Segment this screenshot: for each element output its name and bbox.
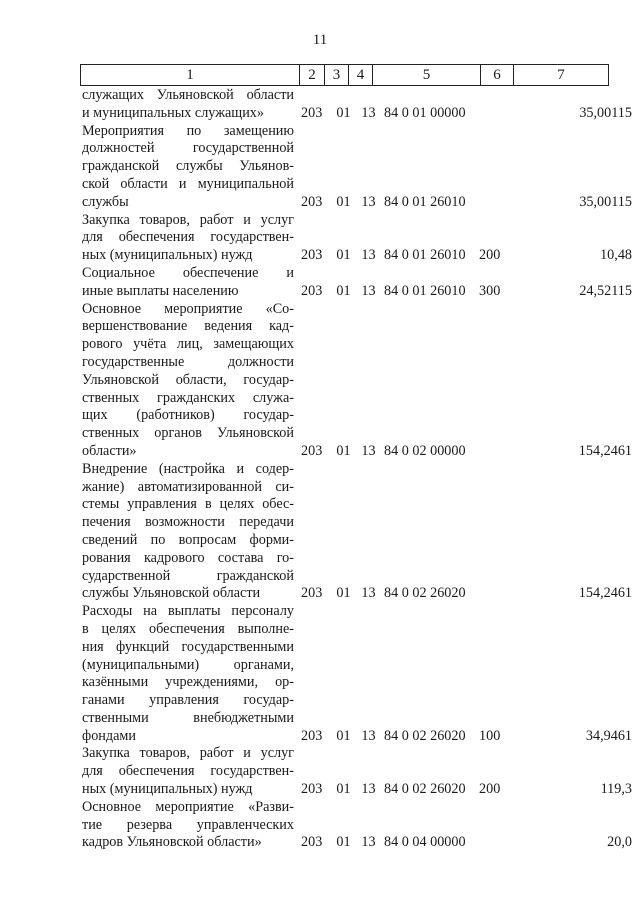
description-line: в целях обеспечения выполне- [82, 620, 294, 637]
row-description [82, 745, 294, 798]
cell-amount: 34,9461 [585, 727, 632, 744]
cell-target-code: 84 0 02 26020 [384, 781, 466, 798]
cell-amount: 20,0 [607, 834, 632, 851]
description-line: Основное мероприятие «Разви- [82, 798, 294, 815]
description-line: Расходы на выплаты персоналу [82, 603, 294, 620]
cell-target-code: 84 0 01 26010 [384, 282, 466, 299]
description-line: должностей государственной [82, 140, 294, 157]
row-description [82, 301, 294, 461]
row-description [82, 212, 294, 265]
cell-amount: 35,00115 [579, 104, 632, 121]
cell-ministry: 203 [301, 282, 323, 299]
description-line: ственными внебюджетными [82, 709, 294, 726]
row-description [82, 123, 294, 212]
description-line: сведений по вопросам форми- [82, 531, 294, 548]
cell-expense-type: 200 [479, 781, 501, 798]
cell-ministry: 203 [301, 442, 323, 459]
cell-subsection: 13 [361, 834, 376, 851]
description-line: рования кадрового состава го- [82, 549, 294, 566]
page-number: 11 [312, 32, 328, 48]
cell-ministry: 203 [301, 834, 323, 851]
description-line: службы Ульяновской области [82, 585, 261, 602]
cell-expense-type: 200 [479, 247, 501, 264]
description-line: Социальное обеспечение и [82, 264, 294, 281]
cell-section: 01 [336, 727, 351, 744]
cell-target-code: 84 0 01 26010 [384, 193, 466, 210]
row-description [82, 799, 294, 852]
cell-subsection: 13 [361, 727, 376, 744]
description-line: печения возможности передачи [82, 514, 294, 531]
header-col-3: 3 [324, 64, 349, 86]
header-col-6: 6 [480, 64, 514, 86]
cell-section: 01 [336, 104, 351, 121]
description-line: (муниципальными) органами, [82, 656, 294, 673]
cell-section: 01 [336, 442, 351, 459]
table-row [0, 265, 640, 301]
cell-amount: 119,3 [600, 781, 632, 798]
cell-subsection: 13 [361, 442, 376, 459]
description-line: рового учёта лиц, замещающих [82, 336, 294, 353]
description-line: ственных органов Ульяновской [82, 425, 294, 442]
table-row [0, 212, 640, 265]
cell-target-code: 84 0 01 00000 [384, 104, 466, 121]
description-line: служащих Ульяновской области [82, 87, 294, 103]
description-line: фондами [82, 727, 136, 744]
description-line: жание) автоматизированной си- [82, 478, 294, 495]
description-line: ных (муниципальных) нужд [82, 781, 253, 798]
header-col-7: 7 [513, 64, 609, 86]
cell-amount: 35,00115 [579, 193, 632, 210]
cell-subsection: 13 [361, 781, 376, 798]
header-col-4: 4 [348, 64, 373, 86]
description-line: для обеспечения государствен- [82, 229, 294, 246]
cell-subsection: 13 [361, 282, 376, 299]
description-line: гражданской службы Ульянов- [82, 158, 294, 175]
cell-section: 01 [336, 781, 351, 798]
cell-section: 01 [336, 585, 351, 602]
table-row [0, 799, 640, 852]
description-line: для обеспечения государствен- [82, 763, 294, 780]
description-line: сударственной гражданской [82, 567, 294, 584]
cell-ministry: 203 [301, 585, 323, 602]
header-col-1: 1 [80, 64, 300, 86]
cell-target-code: 84 0 01 26010 [384, 247, 466, 264]
description-line: Ульяновской области, государ- [82, 371, 294, 388]
description-line: казёнными учреждениями, ор- [82, 674, 294, 691]
description-line: вершенствование ведения кад- [82, 318, 294, 335]
table-row [0, 603, 640, 745]
table-row [0, 745, 640, 798]
description-line: и муниципальных служащих» [82, 104, 264, 121]
cell-target-code: 84 0 04 00000 [384, 834, 466, 851]
cell-subsection: 13 [361, 585, 376, 602]
cell-target-code: 84 0 02 26020 [384, 585, 466, 602]
cell-ministry: 203 [301, 104, 323, 121]
description-line: ных (муниципальных) нужд [82, 247, 253, 264]
cell-section: 01 [336, 193, 351, 210]
header-col-2: 2 [299, 64, 325, 86]
description-line: Закупка товаров, работ и услуг [82, 211, 294, 228]
cell-target-code: 84 0 02 26020 [384, 727, 466, 744]
description-line: Основное мероприятие «Со- [82, 300, 294, 317]
table-row [0, 461, 640, 603]
cell-target-code: 84 0 02 00000 [384, 442, 466, 459]
row-description [82, 461, 294, 603]
row-description [82, 87, 294, 123]
cell-ministry: 203 [301, 247, 323, 264]
row-description [82, 265, 294, 301]
header-col-5: 5 [372, 64, 481, 86]
description-line: щих (работников) государ- [82, 407, 294, 424]
description-line: иные выплаты населению [82, 282, 239, 299]
row-description [82, 603, 294, 745]
description-line: службы [82, 193, 129, 210]
cell-amount: 24,52115 [579, 282, 632, 299]
table-row [0, 87, 640, 123]
cell-subsection: 13 [361, 247, 376, 264]
table-row [0, 301, 640, 461]
table-row [0, 123, 640, 212]
cell-amount: 154,2461 [578, 585, 632, 602]
cell-section: 01 [336, 834, 351, 851]
description-line: Внедрение (настройка и содер- [82, 460, 294, 477]
description-line: Закупка товаров, работ и услуг [82, 745, 294, 762]
description-line: Мероприятия по замещению [82, 122, 294, 139]
description-line: области» [82, 442, 137, 459]
cell-expense-type: 100 [479, 727, 501, 744]
cell-subsection: 13 [361, 193, 376, 210]
description-line: государственные должности [82, 353, 294, 370]
description-line: кадров Ульяновской области» [82, 834, 262, 851]
cell-amount: 154,2461 [578, 442, 632, 459]
description-line: ния функций государственными [82, 638, 294, 655]
cell-ministry: 203 [301, 781, 323, 798]
cell-section: 01 [336, 282, 351, 299]
description-line: ганами управления государ- [82, 692, 294, 709]
cell-ministry: 203 [301, 193, 323, 210]
table-body [0, 87, 640, 852]
description-line: стемы управления в целях обес- [82, 496, 294, 513]
cell-ministry: 203 [301, 727, 323, 744]
description-line: ственных гражданских служа- [82, 389, 294, 406]
cell-subsection: 13 [361, 104, 376, 121]
description-line: тие резерва управленческих [82, 816, 294, 833]
table-header [80, 64, 609, 86]
cell-section: 01 [336, 247, 351, 264]
cell-amount: 10,48 [600, 247, 632, 264]
cell-expense-type: 300 [479, 282, 501, 299]
description-line: ской области и муниципальной [82, 175, 294, 192]
